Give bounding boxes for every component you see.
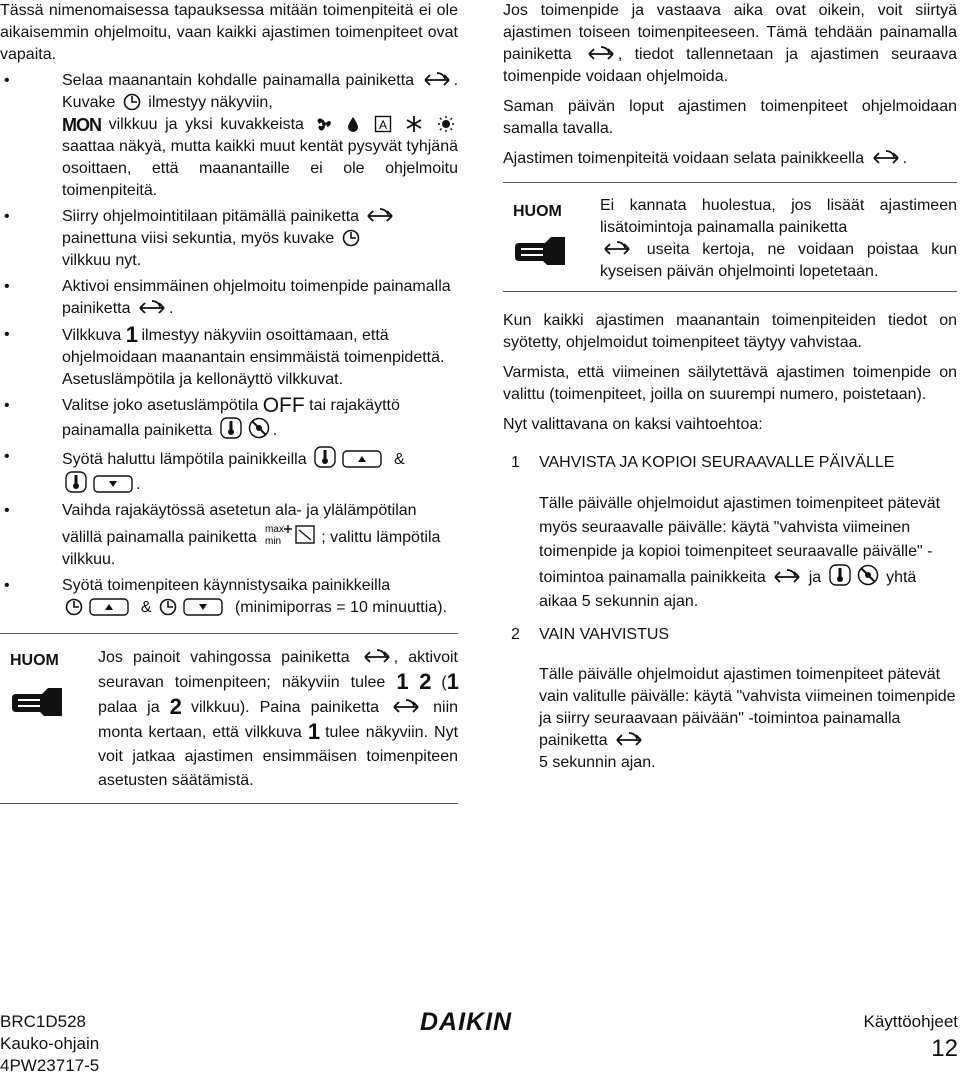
bullet-switch-limits: • Vaihda rajakäytössä asetetun ala- ja ylälämpötilan välillä painamalla painiketta max min ; valittu lämpötila vilkkuu. bbox=[0, 500, 458, 571]
no-fan-icon bbox=[248, 417, 270, 439]
arrow-button-icon bbox=[366, 207, 394, 225]
manual-title: Käyttöohjeet bbox=[863, 1012, 958, 1031]
arrow-button-icon bbox=[423, 71, 451, 89]
arrow-button-icon bbox=[363, 648, 391, 666]
note-label: HUOM bbox=[513, 203, 562, 220]
paragraph-same-day: Saman päivän loput ajastimen toimenpiteet ohjelmoidaan samalla tavalla. bbox=[503, 98, 957, 137]
bullet-activate-first: • Aktivoi ensimmäinen ohjelmoitu toimenpide painamalla painiketta . bbox=[0, 276, 458, 320]
down-button-icon bbox=[93, 475, 133, 493]
right-column bbox=[503, 0, 957, 774]
note-box-right: HUOM Ei kannata huolestua, jos lisäät ajastimeen lisätoimintoja painamalla painiketta useita kertoja, ne voidaan poistaa kun kyseisen päivän ohjelmointi lopetetaan. bbox=[503, 182, 957, 292]
thermometer-icon bbox=[829, 564, 851, 586]
intro-paragraph: Tässä nimenomaisessa tapauksessa mitään toimenpiteitä ei ole aikaisemmin ohjelmoitu, vaan kaikki ajastimen toimenpiteet ovat vapaita. bbox=[0, 2, 458, 63]
thermometer-icon bbox=[314, 446, 336, 468]
thermometer-icon bbox=[65, 471, 87, 493]
down-button-icon bbox=[183, 598, 223, 616]
option-2-title: VAIN VAHVISTUS bbox=[539, 626, 670, 643]
clock-icon bbox=[65, 598, 83, 616]
arrow-button-icon bbox=[138, 299, 166, 317]
arrow-button-icon bbox=[872, 149, 900, 167]
fan-icon bbox=[315, 115, 333, 133]
auto-icon bbox=[374, 115, 392, 133]
daikin-logo: DAIKIN bbox=[420, 1008, 513, 1036]
product-name: Kauko-ohjain bbox=[0, 1034, 100, 1053]
paragraph-confirm-next: Jos toimenpide ja vastaava aika ovat oikein, voit siirtyä ajastimen toiseen toimenpiteeseen. Tämä tehdään painamalla painiketta , tiedot tallennetaan ja ajastimen seuraava toimenpide voidaan ohjelmoida. bbox=[503, 2, 957, 85]
arrow-button-icon bbox=[773, 568, 801, 586]
option-2: 2 VAIN VAHVISTUS Tälle päivälle ohjelmoidut ajastimen toimenpiteet pätevät vain valitulle päivälle: käytä "vahvista viimeinen toimenpide ja siirry seuraavaan päivään" -toimintoa painamalla painiketta 5 sekunnin ajan. bbox=[511, 626, 956, 771]
note-box-left: HUOM Jos painoit vahingossa painiketta , aktivoit seuravan toimenpiteen; näkyviin tulee 1 2 (1 palaa ja 2 vilkkuu). Paina painiketta niin monta kertaan, että vilkkuva 1 tulee näkyviin. Nyt voit jatkaa ajastimen ensimmäisen toimenpiteen asetusten säätämistä. bbox=[0, 633, 458, 804]
paragraph-confirm-required: Kun kaikki ajastimen maanantain toimenpiteiden tiedot on syötetty, ohjelmoidut toimenpiteet täytyy vahvistaa. bbox=[503, 312, 957, 351]
left-column bbox=[0, 0, 458, 804]
up-button-icon bbox=[342, 450, 382, 468]
thermometer-icon bbox=[220, 417, 242, 439]
paragraph-two-options: Nyt valittavana on kaksi vaihtoehtoa: bbox=[503, 416, 763, 433]
clock-icon bbox=[123, 93, 141, 111]
page-number: 12 bbox=[931, 1035, 958, 1062]
arrow-button-icon bbox=[392, 698, 420, 716]
page-footer bbox=[0, 1005, 960, 1077]
bullet-start-time: • Syötä toimenpiteen käynnistysaika painikkeilla & (minimiporras = 10 minuuttia). bbox=[0, 575, 458, 619]
up-button-icon bbox=[89, 598, 129, 616]
clock-icon bbox=[159, 598, 177, 616]
note-label: HUOM bbox=[10, 652, 59, 669]
svg-text:A: A bbox=[378, 118, 387, 132]
bullet-blinking-1: • Vilkkuva 1 ilmestyy näkyviin osoittamaan, että ohjelmoidaan maanantain ensimmäistä toimenpidettä. Asetuslämpötila ja kellonäyttö vilkkuvat. bbox=[0, 324, 458, 391]
option-1: 1 VAHVISTA JA KOPIOI SEURAAVALLE PÄIVÄLLE Tälle päivälle ohjelmoidut ajastimen toimenpiteet pätevät myös seuraavalle päivälle: käytä "vahvista viimeinen toimenpide ja kopioi toimenpiteet seuraavalle päivälle" -toimintoa painamalla painikkeita ja yhtä aikaa 5 sekunnin ajan. bbox=[511, 454, 941, 610]
bullet-enter-temperature: • Syötä haluttu lämpötila painikkeilla & . bbox=[0, 446, 458, 496]
hand-icon bbox=[10, 680, 66, 722]
snowflake-icon bbox=[405, 115, 423, 133]
no-fan-icon bbox=[857, 564, 879, 586]
max-min-icon bbox=[264, 522, 318, 546]
clock-icon bbox=[342, 229, 360, 247]
svg-text:max: max bbox=[265, 524, 285, 535]
drop-icon bbox=[346, 115, 360, 133]
mon-indicator: MON bbox=[62, 115, 101, 135]
arrow-button-icon bbox=[603, 240, 631, 258]
bullet-enter-programming: • Siirry ohjelmointitilaan pitämällä painiketta painettuna viisi sekuntia, myös kuvake vilkkuu nyt. bbox=[0, 206, 458, 272]
arrow-button-icon bbox=[587, 45, 615, 63]
paragraph-last-operation: Varmista, että viimeinen säilytettävä ajastimen toimenpide on valittu (toimenpiteet, joilla on suurempi numero, poistetaan). bbox=[503, 364, 957, 403]
option-1-title: VAHVISTA JA KOPIOI SEURAAVALLE PÄIVÄLLE bbox=[539, 454, 895, 471]
svg-text:min: min bbox=[265, 536, 282, 546]
paragraph-browse: Ajastimen toimenpiteitä voidaan selata painikkeella . bbox=[503, 150, 908, 167]
arrow-button-icon bbox=[615, 731, 643, 749]
hand-icon bbox=[513, 229, 569, 271]
bullet-browse-monday: • Selaa maanantain kohdalle painamalla painiketta . Kuvake ilmestyy näkyviin, MON vilkkuu ja yksi kuvakkeista A saattaa näkyä, mutta kaikki muut kentät pysyvät tyhjänä osoittaen, että maanantaille ei ole ohjelmoitu toimenpiteitä. bbox=[0, 70, 458, 202]
model-number: BRC1D528 bbox=[0, 1012, 86, 1031]
document-code: 4PW23717-5 bbox=[0, 1056, 100, 1075]
bullet-select-setpoint: • Valitse joko asetuslämpötila OFF tai rajakäyttö painamalla painiketta . bbox=[0, 395, 458, 442]
sun-icon bbox=[437, 115, 455, 133]
